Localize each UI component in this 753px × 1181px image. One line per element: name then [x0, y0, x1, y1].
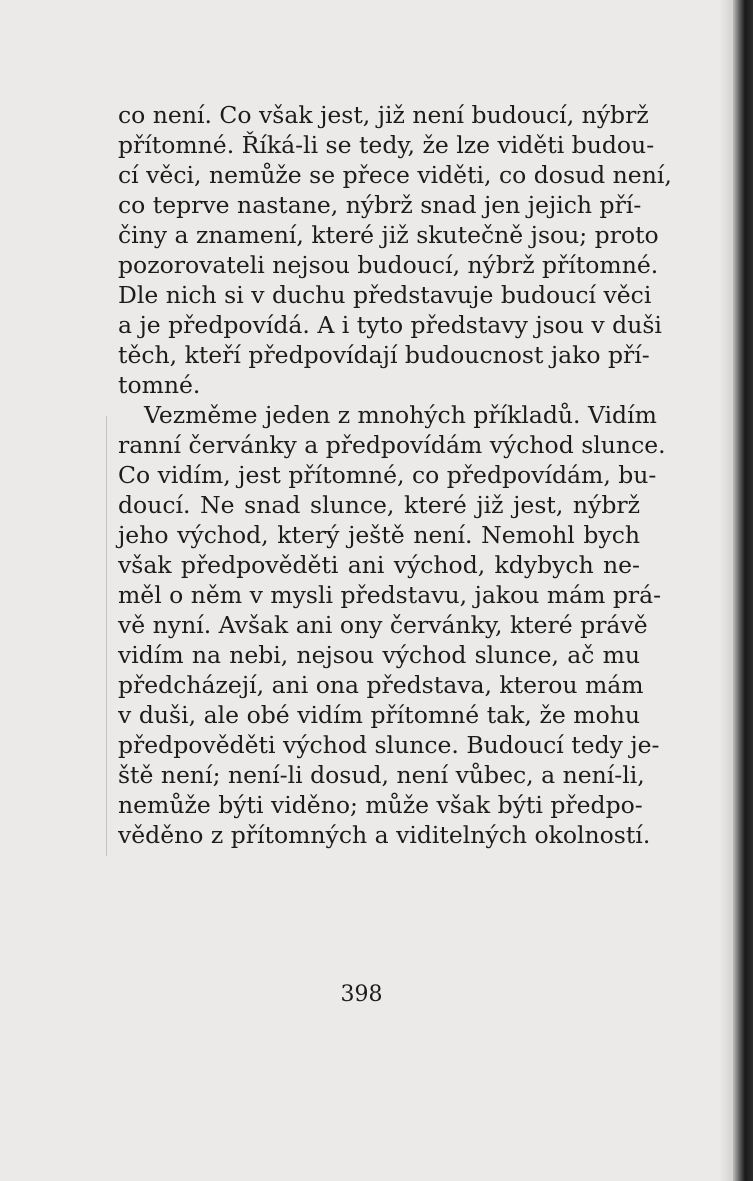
paragraph-1 [118, 100, 672, 400]
text-line: ranní červánky a předpovídám východ slunce. [118, 431, 666, 459]
text-line: předpověděti východ slunce. Budoucí tedy je- [118, 731, 660, 759]
body-text [118, 100, 672, 850]
text-line: doucí. Ne snad slunce, které již jest, nýbrž [118, 491, 640, 519]
margin-mark [106, 416, 115, 856]
text-line: však předpověděti ani východ, kdybych ne- [118, 551, 640, 579]
paragraph-2 [118, 400, 666, 850]
text-line: vě nyní. Avšak ani ony červánky, které právě [118, 611, 648, 639]
text-line: Dle nich si v duchu představuje budoucí věci [118, 281, 652, 309]
text-line: cí věci, nemůže se přece viděti, co dosud není, [118, 161, 672, 189]
page-number: 398 [340, 982, 383, 1007]
text-line: činy a znamení, které již skutečně jsou; proto [118, 221, 659, 249]
text-line: a je předpovídá. A i tyto představy jsou v duši [118, 311, 662, 339]
text-line: předcházejí, ani ona představa, kterou mám [118, 671, 644, 699]
text-line: nemůže býti viděno; může však býti předpo- [118, 791, 643, 819]
text-line: pozorovateli nejsou budoucí, nýbrž přítomné. [118, 251, 659, 279]
text-line: měl o něm v mysli představu, jakou mám prá- [118, 581, 662, 609]
text-line: Vezměme jeden z mnohých příkladů. Vidím [144, 401, 657, 429]
text-line: vidím na nebi, nejsou východ slunce, ač mu [118, 641, 640, 669]
text-line: Co vidím, jest přítomné, co předpovídám, bu- [118, 461, 657, 489]
text-line: co není. Co však jest, již není budoucí, nýbrž [118, 101, 649, 129]
text-line: co teprve nastane, nýbrž snad jen jejich pří- [118, 191, 642, 219]
text-line: ště není; není-li dosud, není vůbec, a není-li, [118, 761, 645, 789]
text-line: těch, kteří předpovídají budoucnost jako pří- [118, 341, 650, 369]
text-line: věděno z přítomných a viditelných okolností. [118, 821, 651, 849]
text-line: jeho východ, který ještě není. Nemohl bych [118, 521, 640, 549]
text-line: v duši, ale obé vidím přítomné tak, že mohu [118, 701, 640, 729]
text-line: tomné. [118, 371, 201, 399]
text-line: přítomné. Říká-li se tedy, že lze viděti budou- [118, 131, 655, 159]
